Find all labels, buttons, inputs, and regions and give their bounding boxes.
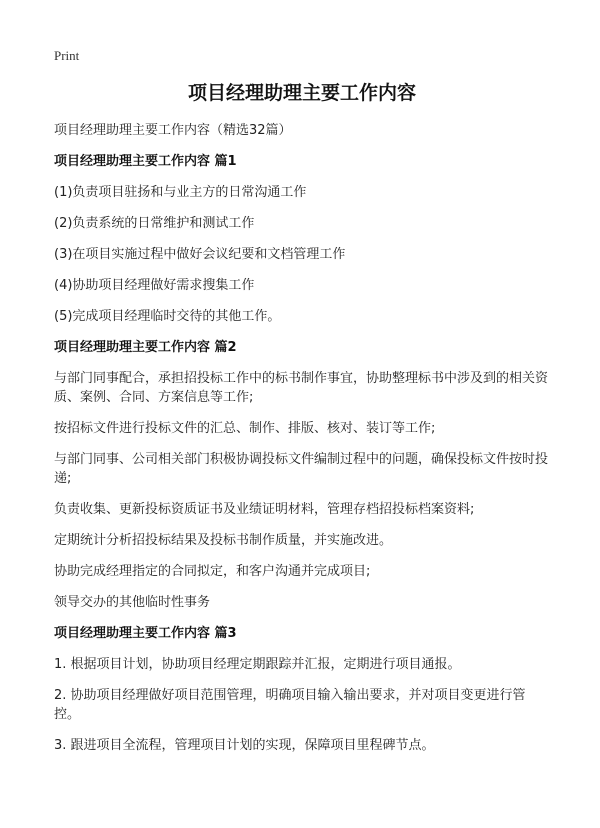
section-heading: 项目经理助理主要工作内容 篇3: [54, 626, 237, 641]
section-heading: 项目经理助理主要工作内容 篇2: [54, 340, 237, 355]
paragraph: 2. 协助项目经理做好项目范围管理，明确项目输入输出要求，并对项目变更进行管控。: [54, 688, 526, 722]
paragraph: 定期统计分析招投标结果及投标书制作质量，并实施改进。: [54, 533, 393, 548]
paragraph: (3)在项目实施过程中做好会议纪要和文档管理工作: [54, 247, 346, 262]
paragraph: 负责收集、更新投标资质证书及业绩证明材料，管理存档招投标档案资料;: [54, 502, 475, 517]
paragraph: (1)负责项目驻扬和与业主方的日常沟通工作: [54, 185, 307, 200]
page-title: 项目经理助理主要工作内容: [187, 82, 416, 104]
document-intro: 项目经理助理主要工作内容（精选32篇）: [54, 123, 292, 138]
section-heading: 项目经理助理主要工作内容 篇1: [54, 154, 237, 169]
paragraph: 领导交办的其他临时性事务: [54, 595, 211, 610]
paragraph: 1. 根据项目计划，协助项目经理定期跟踪并汇报，定期进行项目通报。: [54, 657, 461, 672]
paragraph: 按招标文件进行投标文件的汇总、制作、排版、核对、装订等工作;: [54, 421, 436, 436]
section-3: [54, 625, 550, 755]
paragraph: 与部门同事配合，承担招投标工作中的标书制作事宜，协助整理标书中涉及到的相关资质、案例、合同、方案信息等工作;: [54, 371, 549, 405]
paragraph: 与部门同事、公司相关部门积极协调投标文件编制过程中的问题，确保投标文件按时投递;: [54, 452, 549, 486]
paragraph: (2)负责系统的日常维护和测试工作: [54, 216, 255, 231]
section-1: [54, 153, 550, 326]
paragraph: (5)完成项目经理临时交待的其他工作。: [54, 309, 281, 324]
paragraph: 3. 跟进项目全流程，管理项目计划的实现，保障项目里程碑节点。: [54, 738, 435, 753]
paragraph: 协助完成经理指定的合同拟定，和客户沟通并完成项目;: [54, 564, 371, 579]
section-2: [54, 339, 550, 612]
paragraph: (4)协助项目经理做好需求搜集工作: [54, 278, 255, 293]
print-link[interactable]: Print: [54, 48, 80, 63]
